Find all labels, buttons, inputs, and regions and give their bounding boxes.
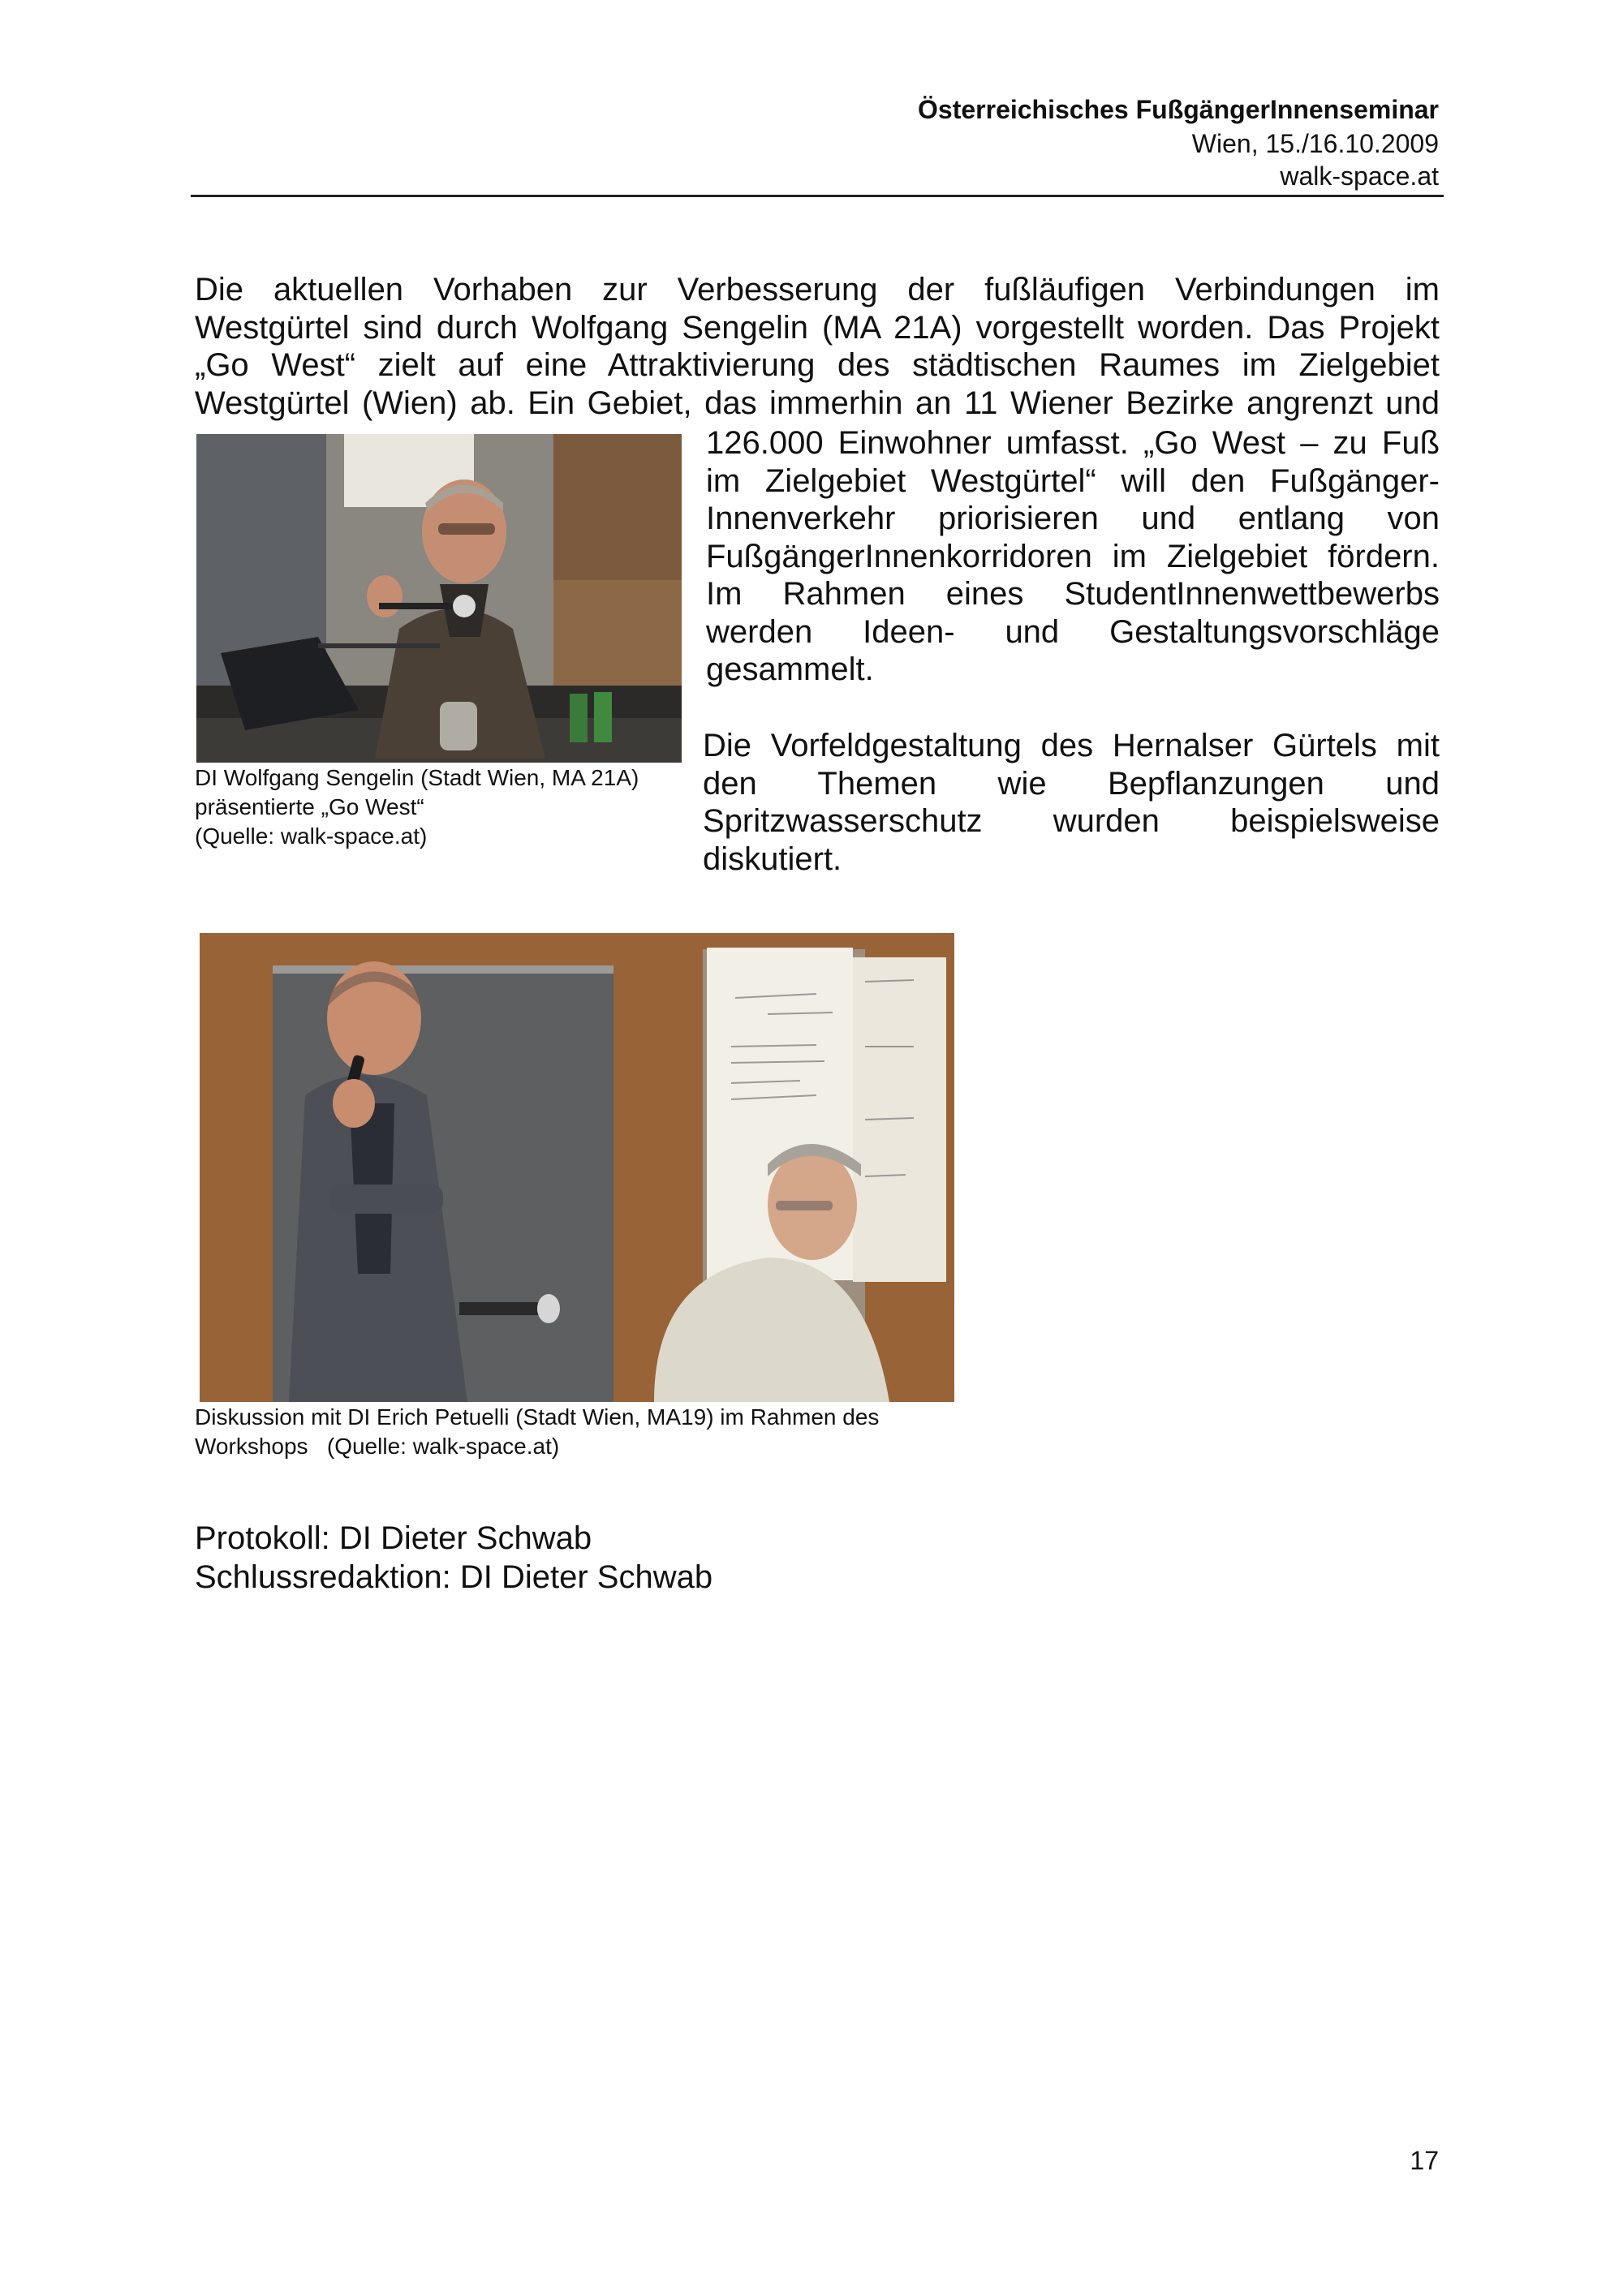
text-line: Westgürtel sind durch Wolfgang Sengelin (MA 21A) vorgestellt worden. Das Projekt [195, 309, 1440, 346]
photo2-caption [195, 1403, 990, 1461]
photo-discussion [200, 933, 954, 1402]
header-divider [191, 195, 1444, 197]
discussion-photo-image [200, 933, 954, 1402]
text-line: Im Rahmen eines StudentInnenwettbewerbs [706, 576, 1440, 612]
paragraph-hernalser-guertel [703, 727, 1440, 878]
text-line: diskutiert. [703, 841, 842, 877]
caption-line: Diskussion mit DI Erich Petuelli (Stadt Wien, MA19) im Rahmen des [195, 1404, 880, 1430]
paragraph-intro [195, 271, 1440, 422]
text-line: Die aktuellen Vorhaben zur Verbesserung der fußläufigen Verbindungen im [195, 272, 1440, 307]
caption-line: DI Wolfgang Sengelin (Stadt Wien, MA 21A) [195, 765, 639, 790]
header-url: walk-space.at [1280, 161, 1439, 191]
text-line: „Go West“ zielt auf eine Attraktivierung des städtischen Raumes im Zielgebiet [195, 347, 1440, 383]
caption-line: Workshops (Quelle: walk-space.at) [195, 1434, 560, 1459]
photo1-caption [195, 763, 682, 851]
page-number: 17 [1410, 2146, 1439, 2175]
header-title: Österreichisches FußgängerInnenseminar [918, 95, 1439, 124]
caption-line: (Quelle: walk-space.at) [195, 823, 428, 849]
text-line: FußgängerInnenkorridoren im Zielgebiet fördern. [706, 538, 1440, 574]
text-line: den Themen wie Bepflanzungen und [703, 765, 1440, 802]
text-line: gesammelt. [706, 651, 874, 687]
credit-protocol: Protokoll: DI Dieter Schwab [195, 1520, 592, 1556]
text-line: Westgürtel (Wien) ab. Ein Gebiet, das immerhin an 11 Wiener Bezirke angrenzt und [195, 385, 1440, 421]
credits [195, 1519, 712, 1597]
text-line: werden Ideen- und Gestaltungsvorschläge [706, 613, 1440, 650]
caption-line: präsentierte „Go West“ [195, 794, 424, 819]
photo-wolfgang-sengelin [196, 434, 682, 763]
text-line: im Zielgebiet Westgürtel“ will den Fußgänger- [706, 462, 1440, 499]
presenter-photo-image [196, 434, 682, 763]
header-date: Wien, 15./16.10.2009 [1191, 129, 1439, 158]
paragraph-intro-continued [706, 424, 1440, 689]
credit-editing: Schlussredaktion: DI Dieter Schwab [195, 1559, 713, 1595]
text-line: 126.000 Einwohner umfasst. „Go West – zu Fuß [706, 425, 1440, 461]
text-line: Spritzwasserschutz wurden beispielsweise [703, 803, 1440, 839]
text-line: Die Vorfeldgestaltung des Hernalser Gürtels mit [703, 728, 1440, 763]
text-line: Innenverkehr priorisieren und entlang von [706, 501, 1440, 536]
